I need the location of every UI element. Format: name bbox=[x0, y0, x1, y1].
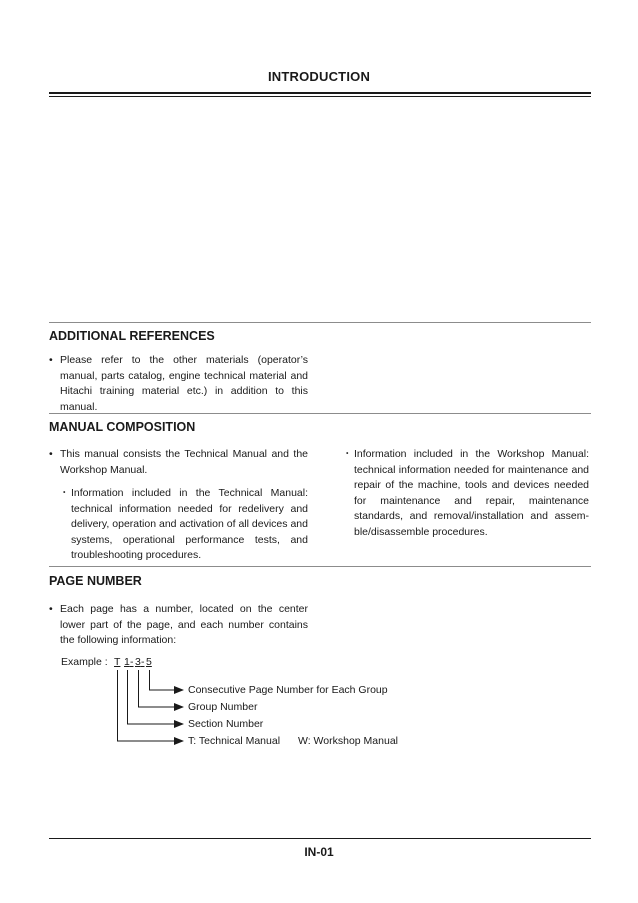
sub-bullet-icon: ・ bbox=[342, 448, 353, 460]
example-label: Example : bbox=[61, 656, 108, 668]
label-consecutive-page-number: Consecutive Page Number for Each Group bbox=[188, 684, 388, 696]
footer-rule bbox=[49, 838, 591, 839]
example-hyphen: - bbox=[130, 656, 134, 668]
section-heading-additional-references: ADDITIONAL REFERENCES bbox=[49, 329, 215, 343]
page-number-footer: IN-01 bbox=[304, 845, 334, 859]
example-section-digit: 1 bbox=[124, 656, 130, 668]
bullet-icon: • bbox=[49, 603, 53, 615]
example-hyphen: - bbox=[141, 656, 145, 668]
technical-manual-text: Information included in the Technical Manual: technical information needed for redelivery and delivery, operation and activation of all devices and systems, operational performance tests, and troubleshooting procedures. bbox=[71, 487, 308, 561]
section-heading-manual-composition: MANUAL COMPOSITION bbox=[49, 420, 196, 434]
label-group-number: Group Number bbox=[188, 701, 258, 713]
page-title: INTRODUCTION bbox=[267, 69, 371, 84]
connector-consecutive bbox=[150, 670, 184, 690]
example-page-digit: 5 bbox=[146, 656, 152, 668]
additional-references-text: Please refer to the other materials (operator’s manual, parts catalog, engine technical material and Hitachi training material etc.) in addition to this manual. bbox=[60, 354, 308, 413]
page-number-text: Each page has a number, located on the center lower part of the page, and each number contains the following information: bbox=[60, 603, 308, 646]
label-technical-manual: T: Technical Manual bbox=[188, 735, 281, 747]
example-letter-t: T bbox=[114, 656, 121, 668]
bullet-icon: • bbox=[49, 448, 53, 460]
connector-group bbox=[139, 670, 184, 707]
section-heading-page-number: PAGE NUMBER bbox=[49, 574, 142, 588]
workshop-manual-text: Information included in the Workshop Manual: technical information needed for maintenance and repair of the machine, tools and devices needed for maintenance and repair, maintenance standards, and removal/installation and assem-ble/disassemble procedures. bbox=[354, 448, 589, 538]
manual-composition-intro-text: This manual consists the Technical Manual and the Workshop Manual. bbox=[60, 448, 308, 476]
label-section-number: Section Number bbox=[188, 718, 264, 730]
sub-bullet-icon: ・ bbox=[59, 487, 70, 499]
bullet-icon: • bbox=[49, 354, 53, 366]
example-group-digit: 3 bbox=[135, 656, 141, 668]
connector-section bbox=[128, 670, 184, 724]
label-workshop-manual: W: Workshop Manual bbox=[298, 735, 398, 747]
